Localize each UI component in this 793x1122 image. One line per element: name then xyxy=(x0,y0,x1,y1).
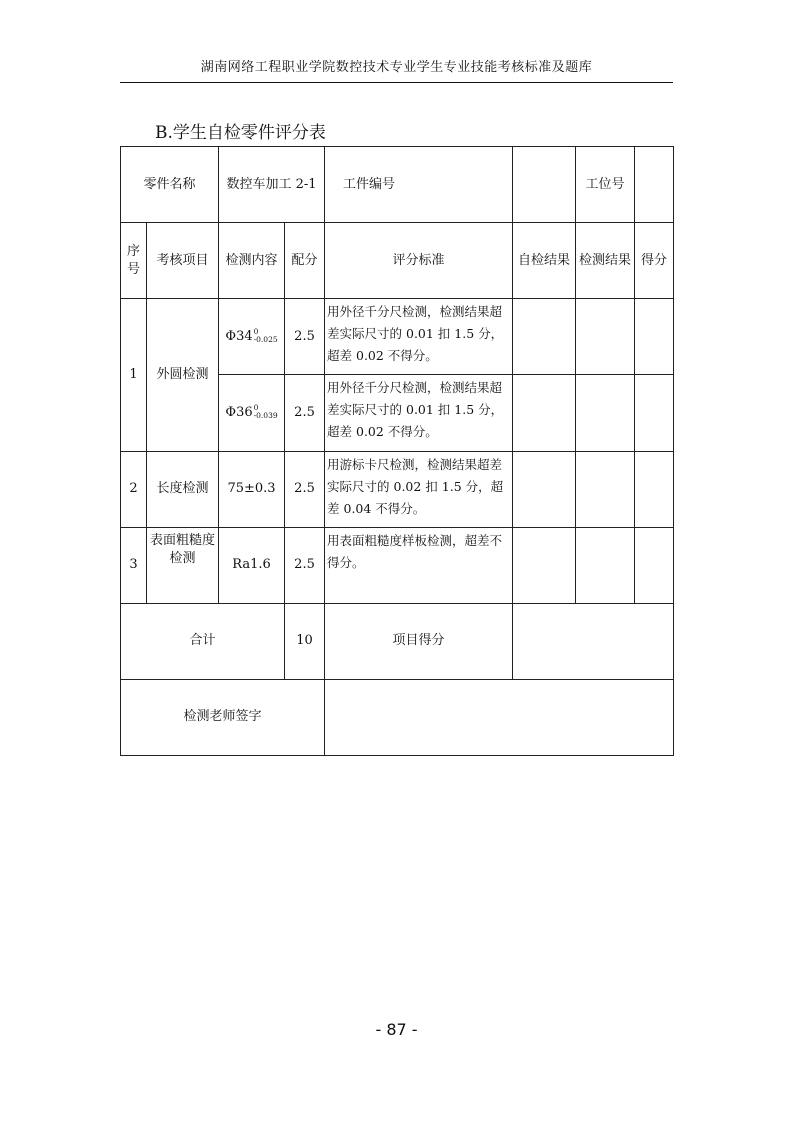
check-content xyxy=(219,375,285,451)
points-cell[interactable] xyxy=(635,527,674,603)
points-cell[interactable] xyxy=(635,451,674,527)
dimension: Φ36 xyxy=(225,404,253,420)
tolerance: 0 -0.039 xyxy=(253,403,278,421)
inspection-cell[interactable] xyxy=(576,375,635,451)
check-criteria: 用游标卡尺检测，检测结果超差实际尺寸的 0.02 扣 1.5 分，超差 0.04 不得分。 xyxy=(325,451,513,527)
inspection-cell[interactable] xyxy=(576,527,635,603)
row-no: 1 xyxy=(121,299,147,451)
info-row xyxy=(121,147,674,223)
points-cell[interactable] xyxy=(635,299,674,375)
inspection-cell[interactable] xyxy=(576,299,635,375)
signature-label: 检测老师签字 xyxy=(121,679,325,755)
check-score: 2.5 xyxy=(285,299,325,375)
project-score-label: 项目得分 xyxy=(325,603,513,679)
check-content xyxy=(219,299,285,375)
column-header-row xyxy=(121,223,674,299)
total-label: 合计 xyxy=(121,603,285,679)
check-score: 2.5 xyxy=(285,527,325,603)
dimension: Φ34 xyxy=(225,328,253,344)
part-name-label: 零件名称 xyxy=(121,147,219,223)
self-check-cell[interactable] xyxy=(513,527,576,603)
table-row xyxy=(121,527,674,603)
col-header-score: 配分 xyxy=(285,223,325,299)
self-check-cell[interactable] xyxy=(513,451,576,527)
signature-cell[interactable] xyxy=(325,679,674,755)
col-header-self-check: 自检结果 xyxy=(513,223,576,299)
row-item: 长度检测 xyxy=(147,451,219,527)
page-number: - 87 - xyxy=(375,1020,418,1039)
check-criteria: 用外径千分尺检测，检测结果超差实际尺寸的 0.01 扣 1.5 分， 超差 0.02 不得分。 xyxy=(325,299,513,375)
col-header-no: 序号 xyxy=(121,223,147,299)
self-check-cell[interactable] xyxy=(513,375,576,451)
signature-row xyxy=(121,679,674,755)
project-score-cell[interactable] xyxy=(513,603,674,679)
part-number-label: 工件编号 xyxy=(325,147,513,223)
row-item: 外圆检测 xyxy=(147,299,219,451)
station-label: 工位号 xyxy=(576,147,635,223)
row-no: 2 xyxy=(121,451,147,527)
part-number-value[interactable] xyxy=(513,147,576,223)
col-header-inspection: 检测结果 xyxy=(576,223,635,299)
col-header-item: 考核项目 xyxy=(147,223,219,299)
check-criteria: 用外径千分尺检测，检测结果超差实际尺寸的 0.01 扣 1.5 分， 超差 0.02 不得分。 xyxy=(325,375,513,451)
col-header-points: 得分 xyxy=(635,223,674,299)
check-criteria: 用表面粗糙度样板检测，超差不得分。 xyxy=(325,527,513,603)
check-content: 75±0.3 xyxy=(219,451,285,527)
check-score: 2.5 xyxy=(285,451,325,527)
station-value[interactable] xyxy=(635,147,674,223)
self-check-score-table xyxy=(120,146,674,756)
table-row xyxy=(121,299,674,375)
table-row xyxy=(121,451,674,527)
row-no: 3 xyxy=(121,527,147,603)
points-cell[interactable] xyxy=(635,375,674,451)
check-score: 2.5 xyxy=(285,375,325,451)
part-name-value: 数控车加工 2-1 xyxy=(219,147,325,223)
section-title: B.学生自检零件评分表 xyxy=(155,123,326,143)
row-item: 表面粗糙度检测 xyxy=(147,527,219,603)
header-rule xyxy=(120,82,673,83)
running-header: 湖南网络工程职业学院数控技术专业学生专业技能考核标准及题库 xyxy=(200,60,593,75)
total-value: 10 xyxy=(285,603,325,679)
col-header-content: 检测内容 xyxy=(219,223,285,299)
total-row xyxy=(121,603,674,679)
col-header-criteria: 评分标准 xyxy=(325,223,513,299)
tolerance: 0 -0.025 xyxy=(253,327,278,345)
self-check-cell[interactable] xyxy=(513,299,576,375)
inspection-cell[interactable] xyxy=(576,451,635,527)
check-content: Ra1.6 xyxy=(219,527,285,603)
